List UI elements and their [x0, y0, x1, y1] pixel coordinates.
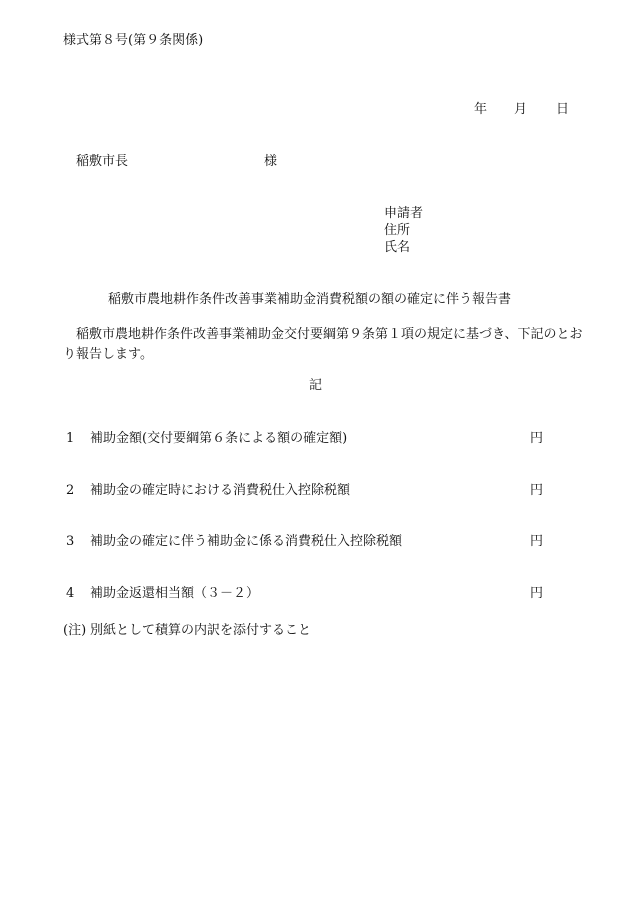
ki-heading: 記 [309, 378, 323, 393]
addressee-honorific: 様 [264, 154, 278, 169]
document-title: 稲敷市農地耕作条件改善事業補助金消費税額の額の確定に伴う報告書 [108, 292, 512, 307]
item-unit: 円 [530, 483, 544, 498]
note-label: (注) [63, 623, 87, 638]
note-text: 別紙として積算の内訳を添付すること [90, 623, 312, 638]
applicant-name-label: 氏名 [384, 240, 411, 255]
form-number: 様式第８号(第９条関係) [63, 33, 204, 48]
item-label: 補助金の確定に伴う補助金に係る消費税仕入控除税額 [90, 534, 403, 549]
item-unit: 円 [530, 431, 544, 446]
date-year-label: 年 [474, 102, 488, 117]
item-number: 2 [66, 483, 75, 498]
item-number: 3 [66, 534, 75, 549]
addressee-name: 稲敷市長 [76, 154, 129, 169]
item-number: 1 [66, 431, 75, 446]
date-day-label: 日 [556, 102, 570, 117]
applicant-heading: 申請者 [384, 206, 424, 221]
item-label: 補助金額(交付要綱第６条による額の確定額) [90, 431, 348, 446]
item-label: 補助金返還相当額（３－２） [90, 586, 260, 601]
item-unit: 円 [530, 586, 544, 601]
date-month-label: 月 [514, 102, 528, 117]
item-unit: 円 [530, 534, 544, 549]
item-label: 補助金の確定時における消費税仕入控除税額 [90, 483, 351, 498]
applicant-address-label: 住所 [384, 223, 411, 238]
body-paragraph: 稲敷市農地耕作条件改善事業補助金交付要綱第９条第１項の規定に基づき、下記のとおり報告します。 [63, 327, 583, 362]
item-number: 4 [66, 586, 75, 601]
